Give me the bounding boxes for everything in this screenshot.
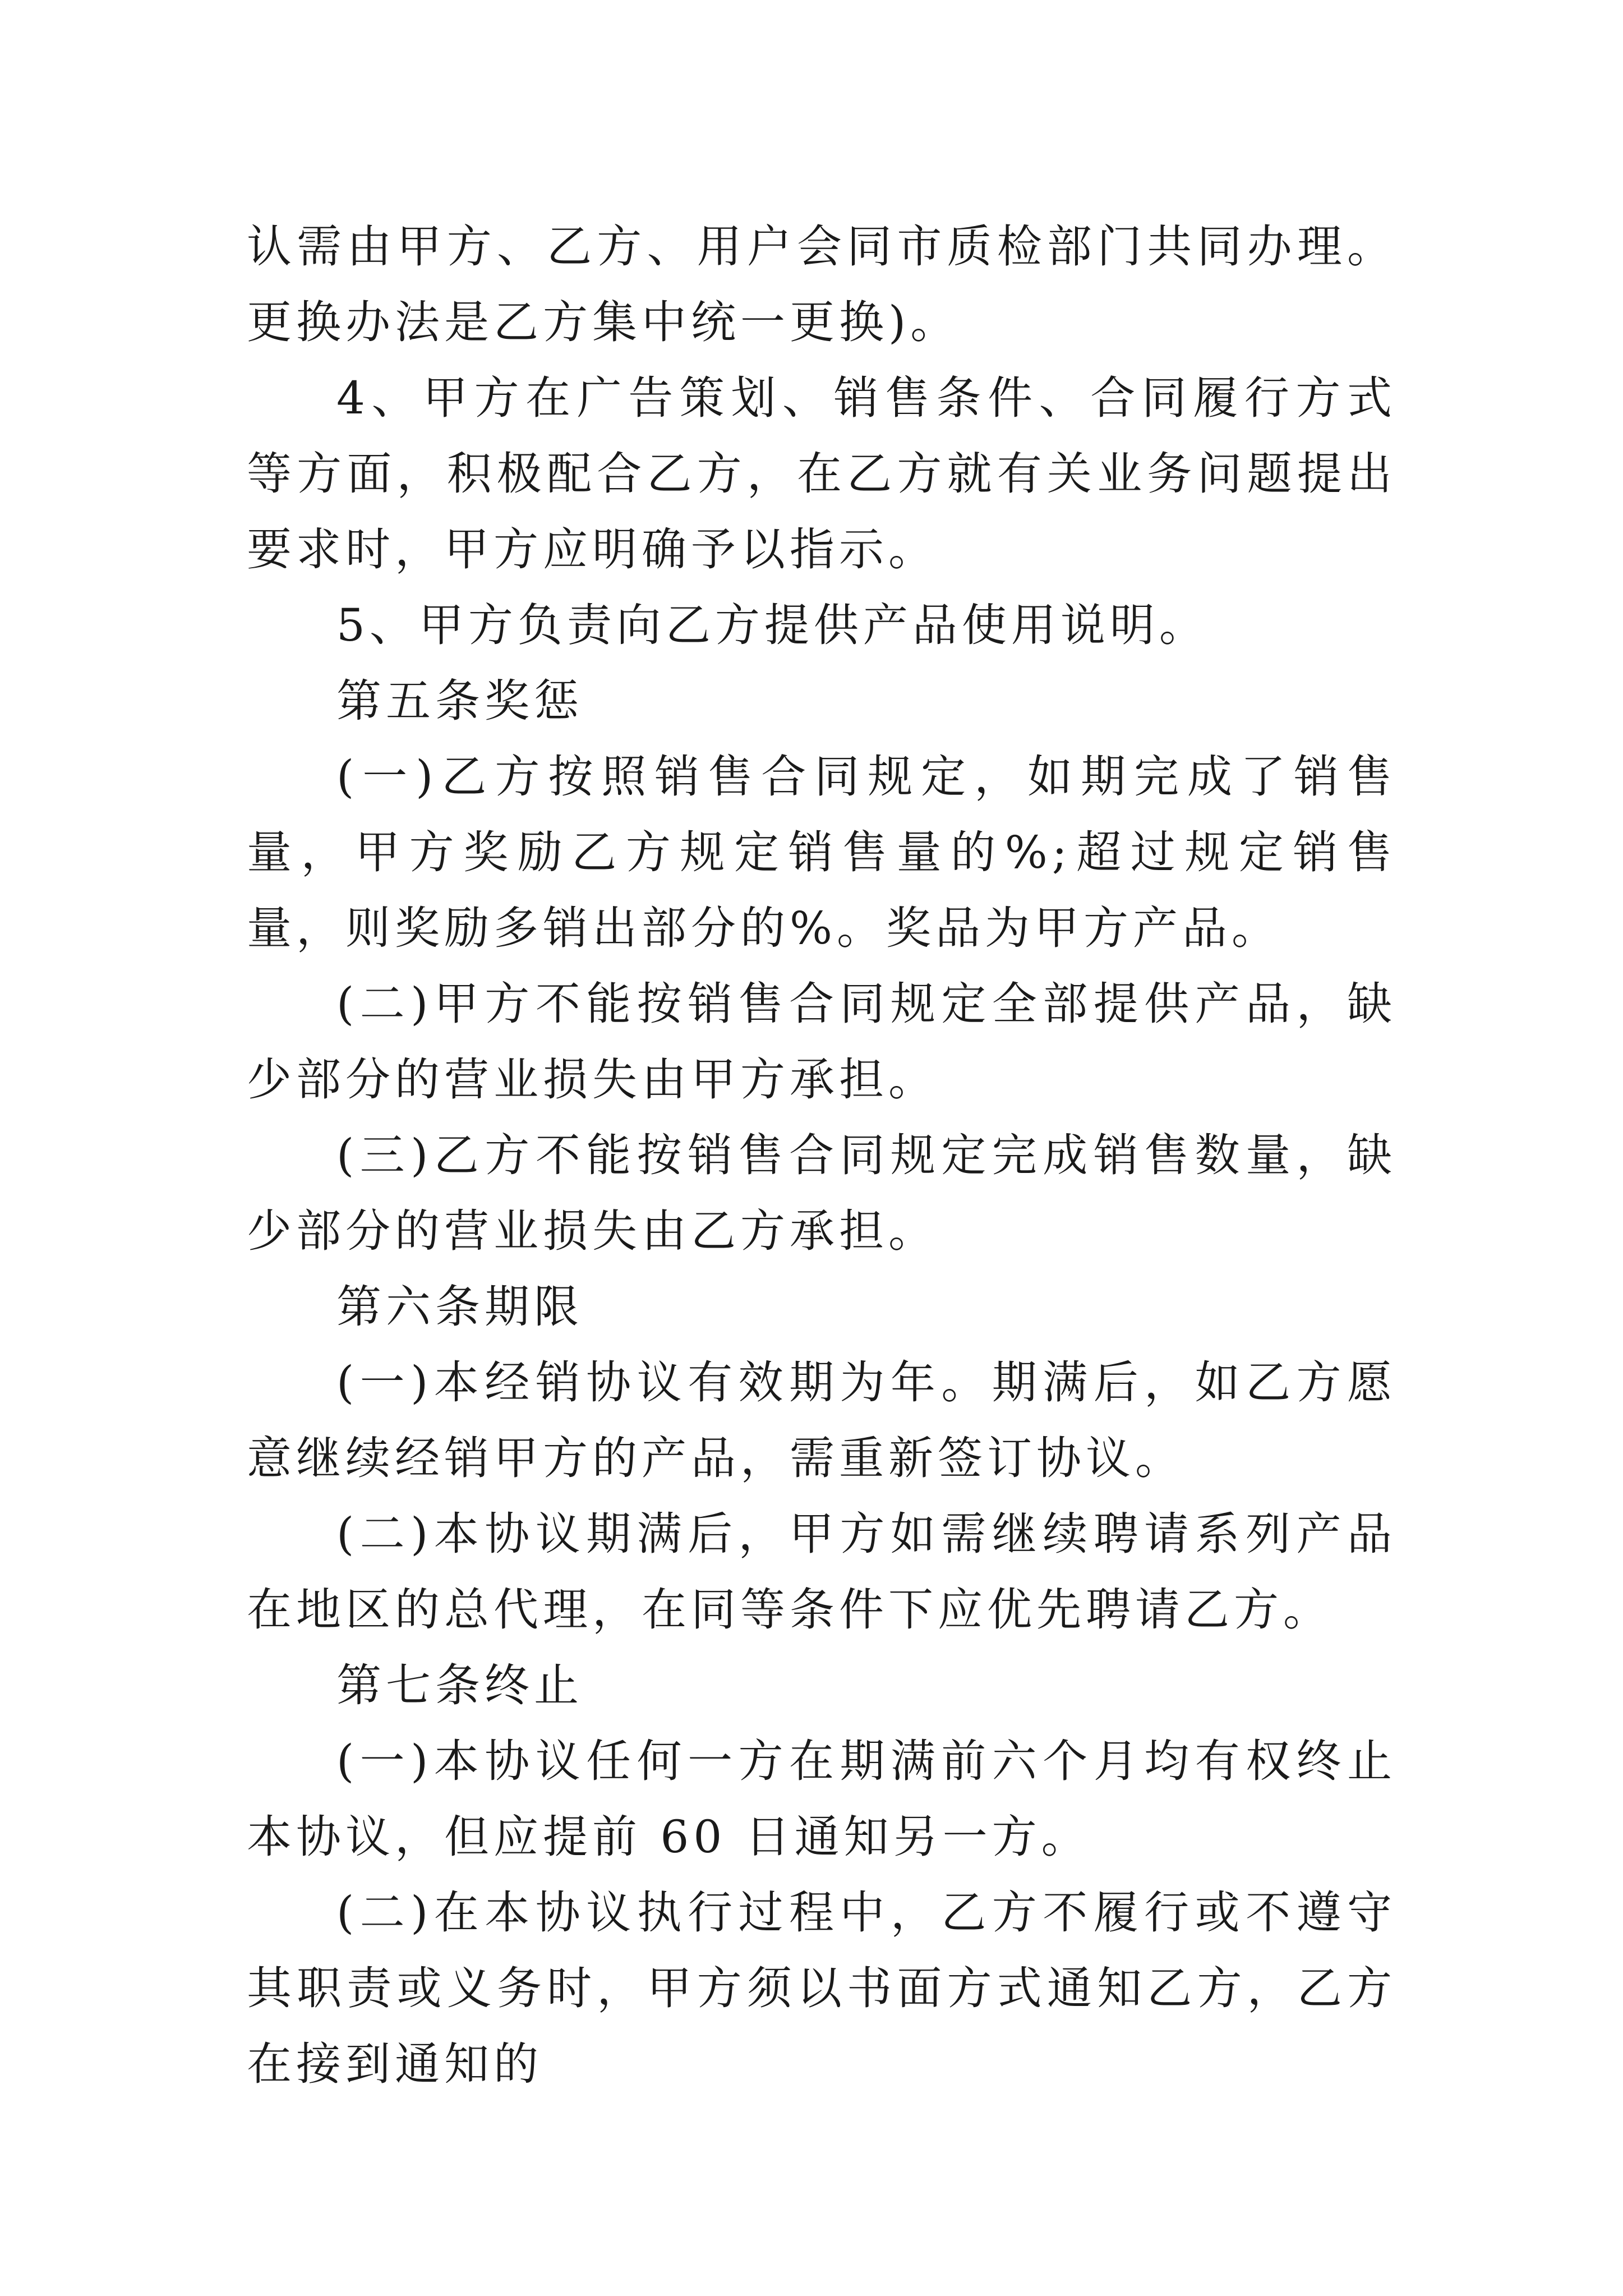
- section-heading: 第七条终止: [336, 1659, 583, 1711]
- paragraph: (一)乙方按照销售合同规定，如期完成了销售量，甲方奖励乙方规定销售量的%;超过规定销售量，则奖励多销出部分的%。奖品为甲方产品。: [247, 751, 1396, 954]
- paragraph: 认需由甲方、乙方、用户会同市质检部门共同办理。更换办法是乙方集中统一更换)。: [247, 220, 1396, 348]
- paragraph: (一)本经销协议有效期为年。期满后，如乙方愿意继续经销甲方的产品，需重新签订协议。: [247, 1356, 1396, 1484]
- paragraph: (二)甲方不能按销售合同规定全部提供产品，缺少部分的营业损失由甲方承担。: [247, 978, 1396, 1106]
- paragraph: 4、甲方在广告策划、销售条件、合同履行方式等方面，积极配合乙方，在乙方就有关业务问题提出要求时，甲方应明确予以指示。: [247, 372, 1396, 576]
- paragraph: 5、甲方负责向乙方提供产品使用说明。: [336, 599, 1209, 651]
- section-heading: 第五条奖惩: [336, 675, 583, 727]
- paragraph: (三)乙方不能按销售合同规定完成销售数量，缺少部分的营业损失由乙方承担。: [247, 1129, 1396, 1257]
- document-body: [247, 209, 1396, 2102]
- paragraph: (二)本协议期满后，甲方如需继续聘请系列产品在地区的总代理，在同等条件下应优先聘请乙方。: [247, 1508, 1396, 1636]
- paragraph: (一)本协议任何一方在期满前六个月均有权终止本协议，但应提前 60 日通知另一方。: [247, 1735, 1396, 1863]
- paragraph: (二)在本协议执行过程中，乙方不履行或不遵守其职责或义务时，甲方须以书面方式通知乙方，乙方在接到通知的: [247, 1887, 1396, 2090]
- section-heading: 第六条期限: [336, 1281, 583, 1333]
